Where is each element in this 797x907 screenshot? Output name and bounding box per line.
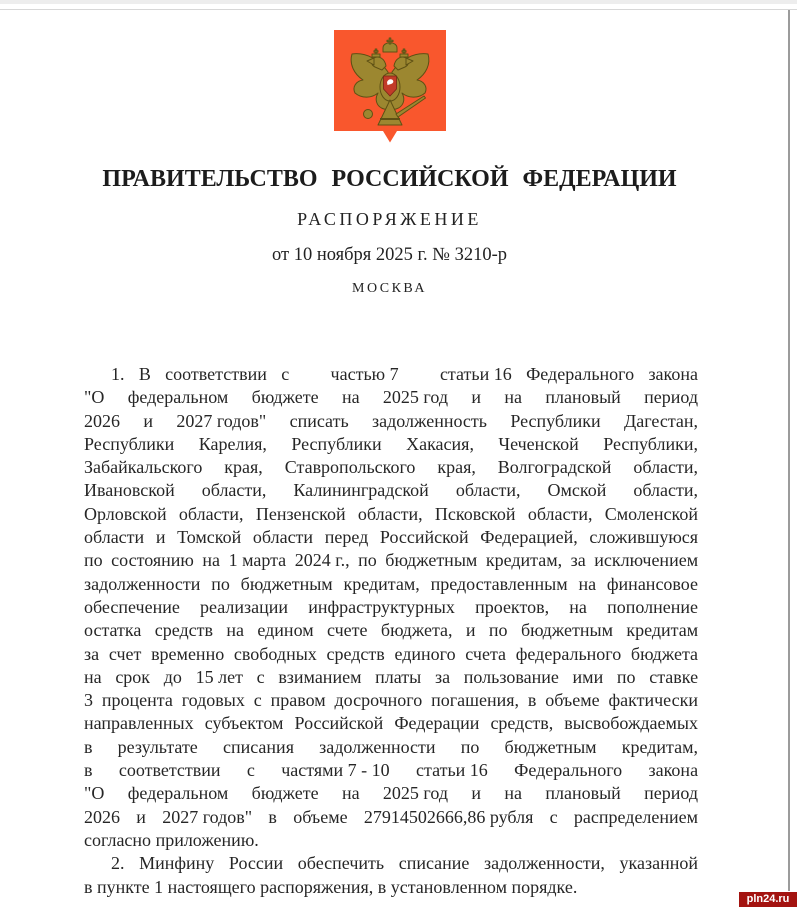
document-line: остатка средств на едином счете бюджета, и по бюджетным кредитам [84,620,699,641]
document-date-number: от 10 ноября 2025 г. № 3210-р [271,245,507,265]
document-line: задолженности по бюджетным кредитам, предоставленным на финансовое [84,573,699,594]
page-edge-divider [788,10,790,891]
document-line: 2. Минфину России обеспечить списание задолженности, указанной [111,853,699,874]
issuer-title: ПРАВИТЕЛЬСТВО РОССИЙСКОЙ ФЕДЕРАЦИИ [102,166,677,192]
document-line: по состоянию на 1 марта 2024 г., по бюджетным кредитам, за исключением [84,550,699,571]
document-line: "О федеральном бюджете на 2025 год и на плановый период [84,387,699,408]
document-line: на срок до 15 лет с взиманием платы за пользование ими по ставке [84,666,699,687]
document-line: в пункте 1 настоящего распоряжения, в установленном порядке. [84,876,578,897]
document-line: "О федеральном бюджете на 2025 год и на плановый период [84,783,699,804]
document-line: Республики Карелия, Республики Хакасия, Чеченской Республики, [84,433,699,454]
document-line: обеспечение реализации инфраструктурных проектов, на пополнение [84,596,699,617]
document-body [84,363,698,899]
document-line: в результате списания задолженности по бюджетным кредитам, [84,736,698,757]
document-line: 3 процента годовых с правом досрочного погашения, в объеме фактически [84,690,698,711]
document-city: МОСКВА [352,281,427,296]
document-line: согласно приложению. [84,829,259,850]
document-line: в соответствии с частями 7 - 10 статьи 16 Федерального закона [84,760,699,781]
russian-coat-of-arms-icon [334,30,446,143]
document-line: 2026 и 2027 годов" в объеме 27914502666,86 рубля с распределением [84,806,699,827]
top-divider [0,9,797,10]
document-line: направленных субъектом Российской Федерации средств, высвобождаемых [84,713,699,734]
document-line: за счет временно свободных средств единого счета федерального бюджета [84,643,699,664]
document-line: Орловской области, Пензенской области, Псковской области, Смоленской [84,503,698,524]
source-watermark-badge: pln24.ru [739,892,797,907]
document-line: 1. В соответствии с частью 7 статьи 16 Федерального закона [111,364,698,384]
document-line: 2026 и 2027 годов" списать задолженность Республики Дагестан, [84,410,699,431]
document-type: РАСПОРЯЖЕНИЕ [297,209,482,229]
document-line: области и Томской области перед Российской Федерацией, сложившуюся [84,527,699,548]
document-line: Ивановской области, Калининградской области, Омской области, [84,480,699,501]
document-line: Забайкальского края, Ставропольского края, Волгоградской области, [84,457,699,478]
top-strip [0,0,797,4]
